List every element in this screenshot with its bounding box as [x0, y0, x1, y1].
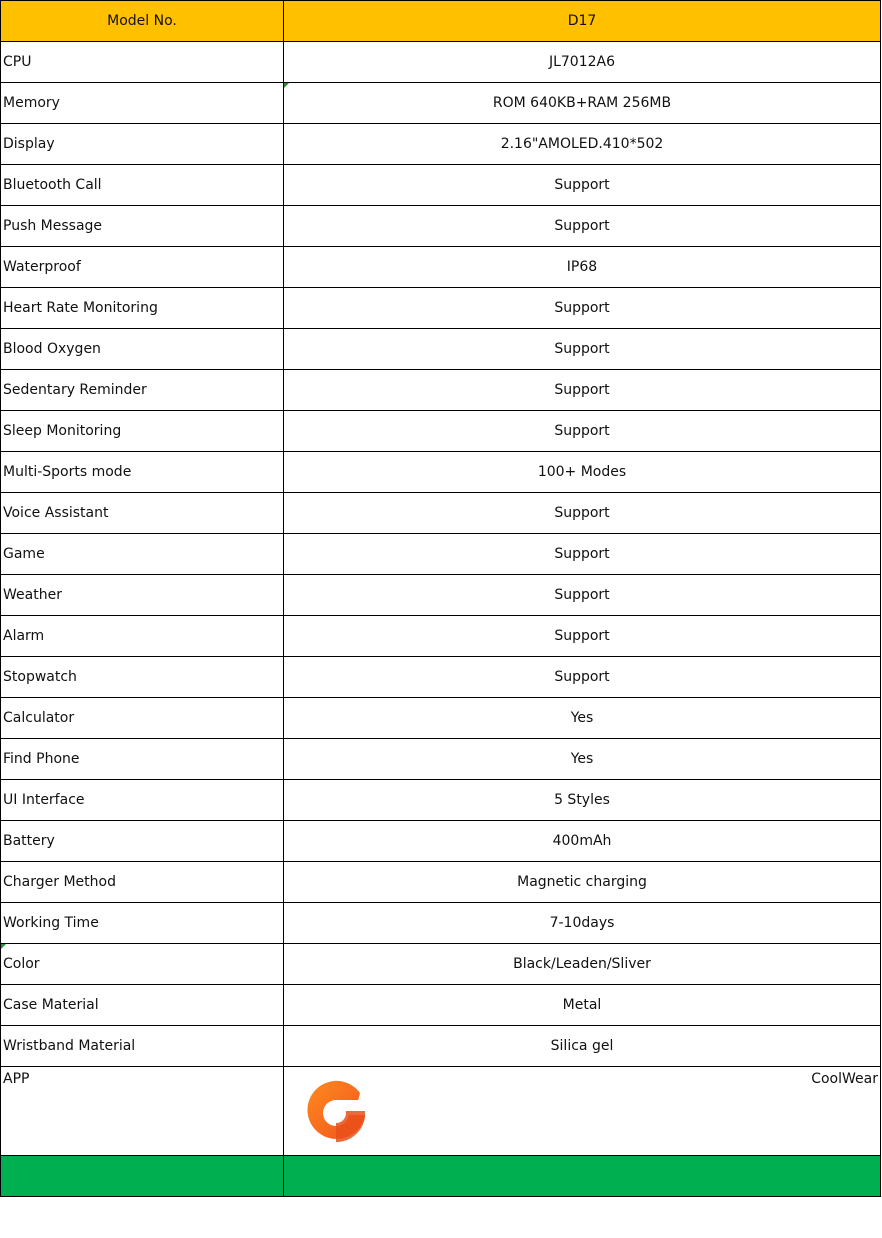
footer-cell-right	[284, 1156, 881, 1197]
cell-comment-marker	[1, 944, 6, 949]
row-label: Find Phone	[1, 739, 284, 780]
row-value: Metal	[284, 985, 881, 1026]
table-row	[1, 1026, 881, 1067]
row-value: IP68	[284, 247, 881, 288]
table-row	[1, 206, 881, 247]
table-row	[1, 698, 881, 739]
row-label-text: Memory	[3, 95, 60, 111]
row-label: Waterproof	[1, 247, 284, 288]
row-label: Blood Oxygen	[1, 329, 284, 370]
row-value: 100+ Modes	[284, 452, 881, 493]
table-row	[1, 575, 881, 616]
table-row	[1, 247, 881, 288]
table-row	[1, 534, 881, 575]
header-value: D17	[284, 1, 881, 42]
table-row	[1, 370, 881, 411]
row-label: Charger Method	[1, 862, 284, 903]
table-row	[1, 780, 881, 821]
table-row	[1, 42, 881, 83]
row-label: Game	[1, 534, 284, 575]
row-label: Case Material	[1, 985, 284, 1026]
row-value: Magnetic charging	[284, 862, 881, 903]
row-value: Support	[284, 288, 881, 329]
row-value: 7-10days	[284, 903, 881, 944]
row-value	[284, 83, 881, 124]
row-label: Sleep Monitoring	[1, 411, 284, 452]
row-label: Multi-Sports mode	[1, 452, 284, 493]
table-row	[1, 165, 881, 206]
row-value: 400mAh	[284, 821, 881, 862]
row-value: Support	[284, 206, 881, 247]
row-label	[1, 83, 284, 124]
row-value: Yes	[284, 698, 881, 739]
table-row	[1, 411, 881, 452]
table-row	[1, 657, 881, 698]
row-value: JL7012A6	[284, 42, 881, 83]
table-row	[1, 493, 881, 534]
row-value: Support	[284, 657, 881, 698]
footer-cell-left	[1, 1156, 284, 1197]
row-label: Wristband Material	[1, 1026, 284, 1067]
table-row	[1, 124, 881, 165]
footer-row	[1, 1156, 881, 1197]
header-row	[1, 1, 881, 42]
row-value: Silica gel	[284, 1026, 881, 1067]
coolwear-app-icon	[302, 1077, 370, 1145]
row-value: 5 Styles	[284, 780, 881, 821]
row-value: 2.16"AMOLED.410*502	[284, 124, 881, 165]
row-label: Push Message	[1, 206, 284, 247]
row-value: Support	[284, 493, 881, 534]
row-label: Voice Assistant	[1, 493, 284, 534]
row-label: Calculator	[1, 698, 284, 739]
row-label: Bluetooth Call	[1, 165, 284, 206]
table-row	[1, 452, 881, 493]
table-row	[1, 329, 881, 370]
row-label	[1, 944, 284, 985]
row-label: Display	[1, 124, 284, 165]
app-row	[1, 1067, 881, 1156]
app-label: APP	[1, 1067, 284, 1156]
table-row	[1, 616, 881, 657]
row-value: Support	[284, 370, 881, 411]
row-label: Sedentary Reminder	[1, 370, 284, 411]
row-value: Support	[284, 534, 881, 575]
table-row	[1, 944, 881, 985]
table-row	[1, 83, 881, 124]
row-value-text: ROM 640KB+RAM 256MB	[492, 95, 672, 111]
table-row	[1, 739, 881, 780]
row-value: Support	[284, 575, 881, 616]
app-value: CoolWear	[811, 1071, 878, 1087]
table-row	[1, 288, 881, 329]
row-value: Support	[284, 165, 881, 206]
row-label: Weather	[1, 575, 284, 616]
row-label: Battery	[1, 821, 284, 862]
cell-comment-marker	[284, 83, 289, 88]
row-label: Alarm	[1, 616, 284, 657]
row-label: CPU	[1, 42, 284, 83]
table-row	[1, 821, 881, 862]
row-label: Stopwatch	[1, 657, 284, 698]
table-row	[1, 985, 881, 1026]
row-value: Support	[284, 616, 881, 657]
row-label: UI Interface	[1, 780, 284, 821]
row-label: Working Time	[1, 903, 284, 944]
app-value-cell	[284, 1067, 881, 1156]
table-row	[1, 903, 881, 944]
row-value: Support	[284, 411, 881, 452]
row-value: Support	[284, 329, 881, 370]
header-label: Model No.	[1, 1, 284, 42]
row-label-text: Color	[3, 956, 40, 972]
table-row	[1, 862, 881, 903]
row-label: Heart Rate Monitoring	[1, 288, 284, 329]
row-value: Yes	[284, 739, 881, 780]
row-value: Black/Leaden/Sliver	[284, 944, 881, 985]
